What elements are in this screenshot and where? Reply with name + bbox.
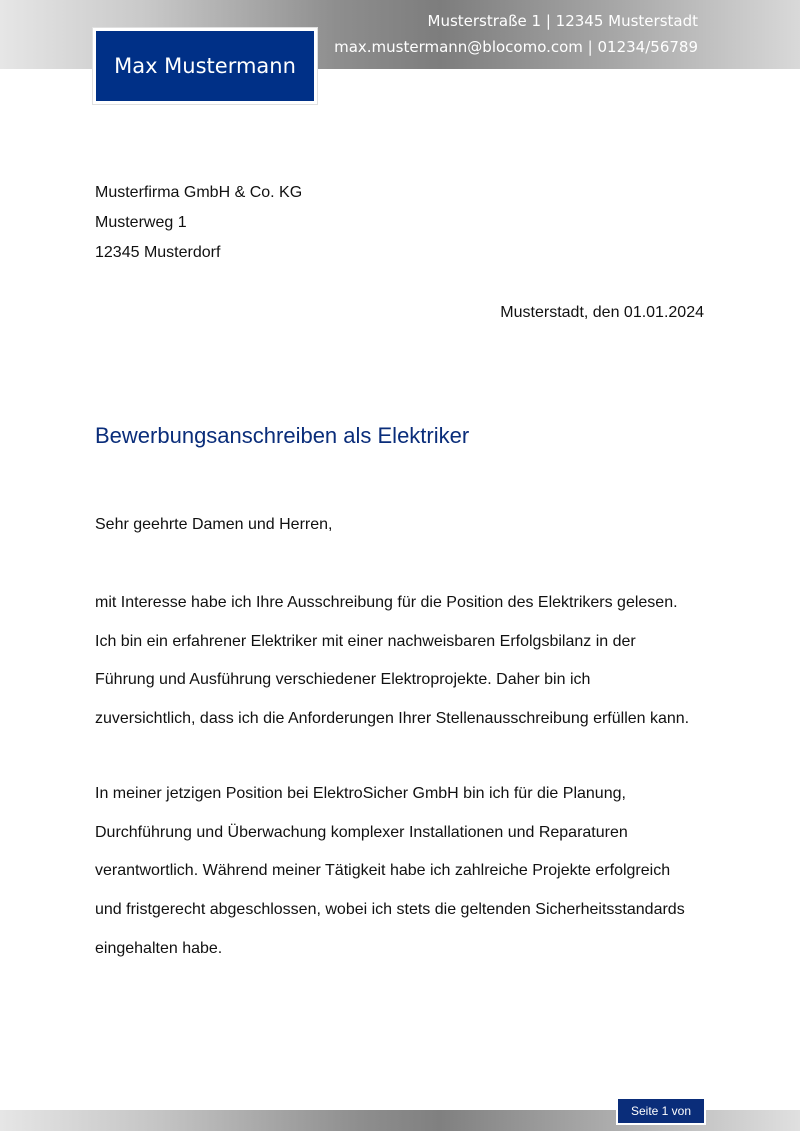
paragraph-line: Durchführung und Überwachung komplexer Installationen und Reparaturen	[95, 823, 628, 841]
header-address: Musterstraße 1 | 12345 Musterstadt	[427, 12, 698, 30]
paragraph-line: und fristgerecht abgeschlossen, wobei ich stets die geltenden Sicherheitsstandards	[95, 901, 685, 919]
paragraph-line: eingehalten habe.	[95, 939, 223, 957]
letter-date: Musterstadt, den 01.01.2024	[500, 304, 704, 321]
page-number: Seite 1 von	[630, 1104, 692, 1118]
paragraph-line: In meiner jetzigen Position bei ElektroSicher GmbH bin ich für die Planung,	[95, 785, 626, 802]
paragraph-line: verantwortlich. Während meiner Tätigkeit habe ich zahlreiche Projekte erfolgreich	[95, 862, 671, 880]
paragraph-line: mit Interesse habe ich Ihre Ausschreibung für die Position des Elektrikers gelesen.	[95, 594, 678, 611]
paragraph-line: Führung und Ausführung verschiedener Elektroprojekte. Daher bin ich	[95, 671, 591, 689]
paragraph-2	[95, 775, 715, 969]
recipient-address	[95, 178, 302, 268]
sender-name: Max Mustermann	[114, 54, 296, 78]
name-box	[93, 28, 317, 104]
paragraph-1	[95, 584, 715, 739]
recipient-street: Musterweg 1	[95, 214, 187, 231]
paragraph-line: zuversichtlich, dass ich die Anforderungen Ihrer Stellenausschreibung erfüllen kann.	[95, 710, 690, 728]
letter-subject: Bewerbungsanschreiben als Elektriker	[95, 423, 470, 448]
page-number-box	[616, 1097, 706, 1125]
paragraph-line: Ich bin ein erfahrener Elektriker mit einer nachweisbaren Erfolgsbilanz in der	[95, 632, 636, 650]
recipient-company: Musterfirma GmbH & Co. KG	[95, 184, 303, 201]
header-contact: max.mustermann@blocomo.com | 01234/56789	[334, 38, 698, 56]
recipient-city: 12345 Musterdorf	[95, 244, 221, 261]
salutation: Sehr geehrte Damen und Herren,	[95, 516, 333, 533]
